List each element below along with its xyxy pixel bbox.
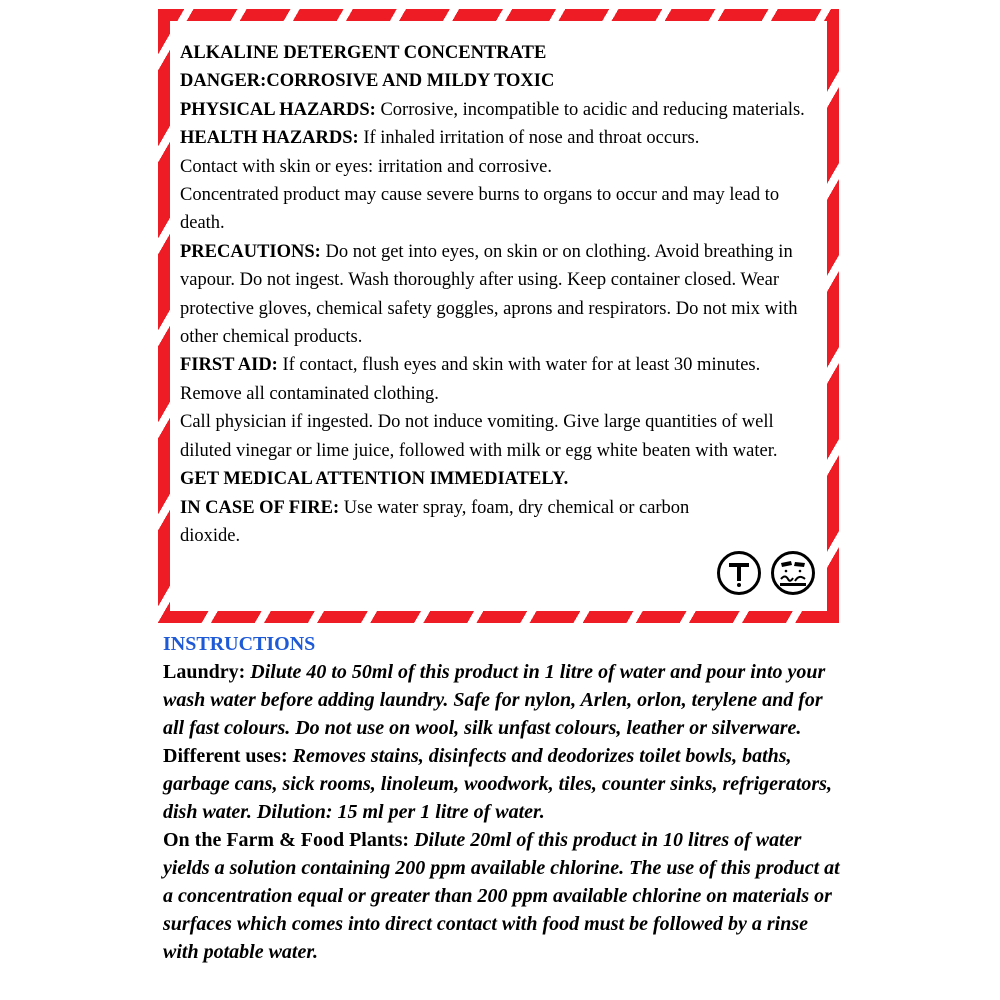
hazard-label-body: [170, 21, 827, 611]
health-hazards-heading: HEALTH HAZARDS:: [180, 128, 359, 149]
fire-text: Use water spray, foam, dry chemical or carbon dioxide.: [180, 497, 690, 546]
fire-heading: IN CASE OF FIRE:: [180, 497, 340, 518]
hazard-icons: [717, 551, 815, 595]
first-aid-heading: FIRST AID:: [180, 355, 278, 376]
instructions-title: INSTRUCTIONS: [163, 633, 316, 655]
first-aid-text: If contact, flush eyes and skin with water for at least 30 minutes. Remove all contaminated clothing.: [180, 355, 761, 404]
physical-hazards-heading: PHYSICAL HAZARDS:: [180, 99, 376, 120]
health-hazards-text: If inhaled irritation of nose and throat occurs.: [358, 128, 700, 149]
precautions-text: Do not get into eyes, on skin or on clothing. Avoid breathing in vapour. Do not ingest. Wash thoroughly after using. Keep container closed. Wear protective gloves, chemical safety goggles, aprons and respirators. Do not mix with other chemical products.: [180, 241, 798, 348]
product-title: ALKALINE DETERGENT CONCENTRATE: [180, 43, 547, 63]
danger-heading: DANGER:CORROSIVE AND MILDY TOXIC: [180, 71, 555, 92]
laundry-heading: Laundry:: [163, 661, 246, 683]
corrosive-icon: [771, 551, 815, 595]
farm-instructions: [163, 826, 843, 966]
health-contact: Contact with skin or eyes: irritation and corrosive.: [180, 156, 552, 177]
uses-instructions: [163, 742, 843, 826]
hazard-label: [158, 9, 839, 623]
health-concentrated: Concentrated product may cause severe burns to organs to occur and may lead to death.: [180, 185, 780, 234]
physical-hazards-text: Corrosive, incompatible to acidic and reducing materials.: [375, 99, 805, 120]
fire-section: [180, 494, 690, 551]
laundry-text: Dilute 40 to 50ml of this product in 1 litre of water and pour into your wash water before adding laundry. Safe for nylon, Arlen, orlon, terylene and for all fast colours. Do not use on wool, silk unfast colours, leather or silverware.: [163, 661, 826, 739]
farm-heading: On the Farm & Food Plants:: [163, 829, 410, 851]
toxic-t-icon: [717, 551, 761, 595]
first-aid: [180, 351, 820, 408]
medical-attention: GET MEDICAL ATTENTION IMMEDIATELY.: [180, 469, 569, 490]
warning-text: [180, 39, 820, 550]
precautions-heading: PRECAUTIONS:: [180, 241, 321, 262]
instructions-section: [163, 630, 843, 966]
uses-heading: Different uses:: [163, 745, 288, 767]
physical-hazards: [180, 96, 820, 124]
physician-text: Call physician if ingested. Do not induce vomiting. Give large quantities of well diluted vinegar or lime juice, followed with milk or egg white beaten with water.: [180, 412, 778, 461]
laundry-instructions: [163, 658, 843, 742]
precautions: [180, 238, 820, 352]
farm-text: Dilute 20ml of this product in 10 litres of water yields a solution containing 200 ppm available chlorine. The use of this product at a concentration equal or greater than 200 ppm available chlorine on materials or surfaces which comes into direct contact with food must be followed by a rinse with potable water.: [163, 829, 840, 963]
uses-text: Removes stains, disinfects and deodorizes toilet bowls, baths, garbage cans, sick rooms, linoleum, woodwork, tiles, counter sinks, refrigerators, dish water. Dilution: 15 ml per 1 litre of water.: [163, 745, 832, 823]
health-hazards: [180, 124, 820, 152]
